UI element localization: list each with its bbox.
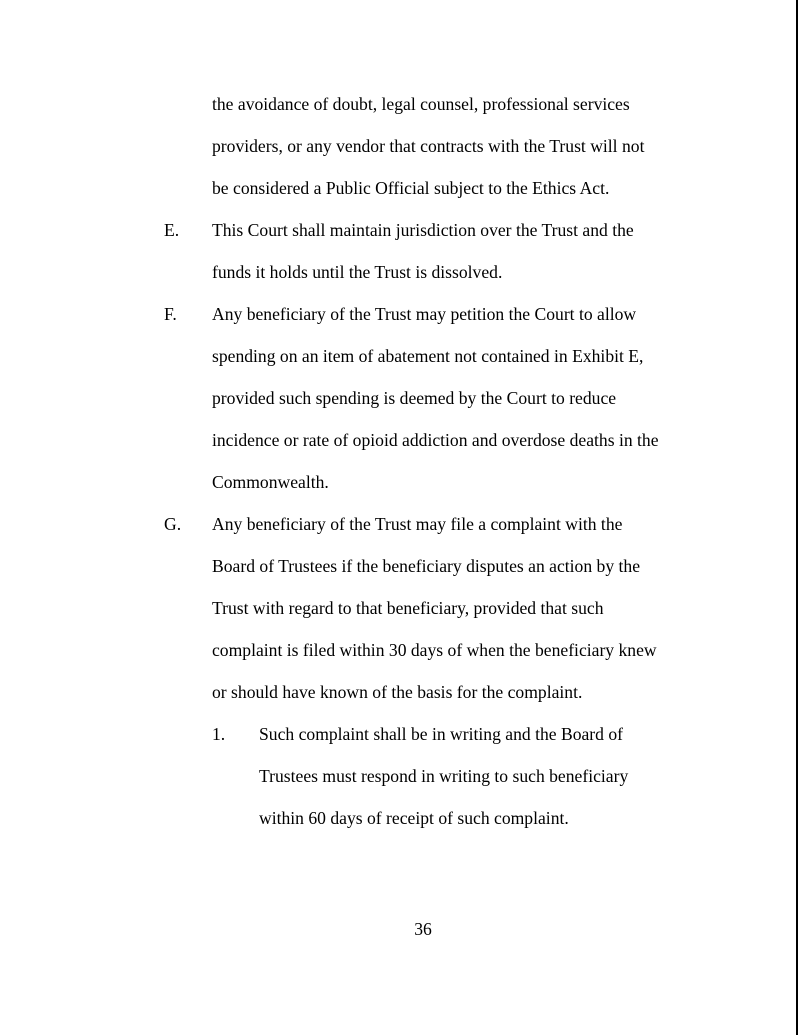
section-marker-g: G. bbox=[164, 514, 182, 534]
paragraph-line: Trust with regard to that beneficiary, provided that such bbox=[212, 598, 604, 618]
paragraph-line: the avoidance of doubt, legal counsel, professional services bbox=[212, 94, 630, 114]
paragraph-line: Board of Trustees if the beneficiary disputes an action by the bbox=[212, 556, 641, 576]
paragraph-line: This Court shall maintain jurisdiction over the Trust and the bbox=[212, 220, 634, 240]
paragraph-line: within 60 days of receipt of such complaint. bbox=[259, 808, 569, 828]
paragraph-line: spending on an item of abatement not contained in Exhibit E, bbox=[212, 346, 644, 366]
section-marker-e: E. bbox=[164, 220, 180, 240]
page-number: 36 bbox=[414, 919, 432, 939]
paragraph-line: Such complaint shall be in writing and the Board of bbox=[259, 724, 624, 744]
paragraph-line: provided such spending is deemed by the Court to reduce bbox=[212, 388, 617, 408]
section-marker-f: F. bbox=[164, 304, 177, 324]
paragraph-line: funds it holds until the Trust is dissolved. bbox=[212, 262, 503, 282]
paragraph-line: Any beneficiary of the Trust may petition the Court to allow bbox=[212, 304, 637, 324]
paragraph-line: incidence or rate of opioid addiction and overdose deaths in the bbox=[212, 430, 659, 450]
paragraph-line: complaint is filed within 30 days of when the beneficiary knew bbox=[212, 640, 657, 660]
paragraph-line: or should have known of the basis for the complaint. bbox=[212, 682, 583, 702]
paragraph-line: Trustees must respond in writing to such beneficiary bbox=[259, 766, 629, 786]
paragraph-line: providers, or any vendor that contracts with the Trust will not bbox=[212, 136, 645, 156]
subsection-marker-1: 1. bbox=[212, 724, 226, 744]
paragraph-line: Commonwealth. bbox=[212, 472, 329, 492]
paragraph-line: be considered a Public Official subject to the Ethics Act. bbox=[212, 178, 610, 198]
paragraph-line: Any beneficiary of the Trust may file a complaint with the bbox=[212, 514, 623, 534]
